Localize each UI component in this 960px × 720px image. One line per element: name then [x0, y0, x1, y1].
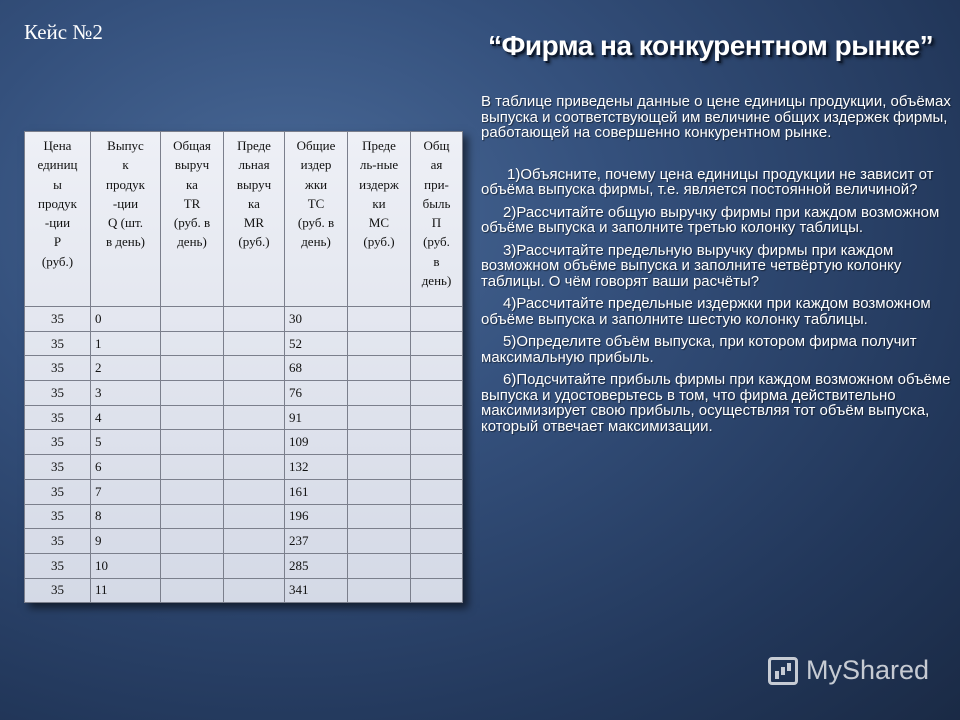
table-row: [25, 331, 463, 356]
table-cell: 35: [25, 529, 91, 554]
column-header-line: Преде: [362, 138, 396, 153]
table-cell: 35: [25, 455, 91, 480]
table-cell: [161, 504, 224, 529]
table-cell: 9: [91, 529, 161, 554]
table-cell: [411, 381, 463, 406]
table-cell: [411, 356, 463, 381]
column-header-line: П: [431, 215, 442, 231]
table-cell: 4: [91, 405, 161, 430]
column-header-line: Общая: [173, 138, 211, 153]
task-item: 2)Рассчитайте общую выручку фирмы при каждом возможном объёме выпуска и заполните третью колонку таблицы.: [481, 203, 940, 236]
table-row: [25, 479, 463, 504]
column-header-line: Преде: [237, 138, 271, 153]
table-cell: 0: [91, 307, 161, 332]
table-cell: 76: [285, 381, 348, 406]
table-cell: [348, 430, 411, 455]
table-cell: [224, 529, 285, 554]
table-cell: [348, 553, 411, 578]
column-header-line: Общ: [423, 138, 450, 153]
table-cell: 237: [285, 529, 348, 554]
table-cell: 1: [91, 331, 161, 356]
data-table: [24, 131, 463, 603]
table-cell: [348, 479, 411, 504]
table-row: [25, 430, 463, 455]
column-header-line: ка: [248, 195, 260, 211]
table-row: [25, 504, 463, 529]
column-header-line: быль: [422, 195, 451, 211]
column-header-line: ка: [186, 176, 198, 192]
table-row: [25, 405, 463, 430]
column-header-line: к: [122, 157, 129, 173]
column-header-line: (руб. в: [173, 215, 211, 231]
table-cell: 35: [25, 578, 91, 603]
column-header-line: Выпус: [107, 138, 144, 153]
column-header: [161, 132, 224, 307]
column-header-line: в: [433, 253, 440, 269]
table-cell: 52: [285, 331, 348, 356]
column-header: [224, 132, 285, 307]
task-item: 1)Объясните, почему цена единицы продукции не зависит от объёма выпуска фирмы, т.е. является постоянной величиной?: [481, 165, 934, 198]
table-cell: [224, 356, 285, 381]
table-cell: [348, 405, 411, 430]
column-header-line: -ции: [112, 195, 139, 211]
watermark-text: MyShared: [806, 655, 930, 685]
table-row: [25, 455, 463, 480]
table-cell: 35: [25, 381, 91, 406]
table-cell: 35: [25, 356, 91, 381]
table-cell: [224, 479, 285, 504]
chart-logo-icon: [768, 657, 798, 685]
table-cell: 35: [25, 307, 91, 332]
column-header: [411, 132, 463, 307]
column-header-line: в день): [106, 234, 145, 250]
intro-text: В таблице приведены данные о цене единицы продукции, объёмах выпуска и соответствующей им величине общих издержек фирмы, работающей на совершенно конкурентном рынке.: [481, 93, 951, 141]
table-cell: 285: [285, 553, 348, 578]
table-cell: 3: [91, 381, 161, 406]
column-header-line: продук: [37, 195, 77, 211]
column-header-line: -ции: [44, 215, 71, 231]
table-cell: 68: [285, 356, 348, 381]
table-cell: [161, 479, 224, 504]
column-header-line: Q (шт.: [108, 215, 143, 231]
column-header-line: MR: [243, 215, 265, 231]
table-cell: [161, 307, 224, 332]
table-cell: [224, 381, 285, 406]
column-header-line: P: [53, 234, 62, 250]
table-cell: [411, 504, 463, 529]
table-cell: [161, 331, 224, 356]
column-header-line: TR: [183, 195, 201, 211]
task-text-block: [481, 94, 951, 441]
column-header-line: жки: [304, 176, 328, 192]
table-cell: [161, 529, 224, 554]
column-header-line: при-: [424, 176, 449, 192]
column-header-line: день): [301, 234, 331, 250]
table-cell: [224, 405, 285, 430]
task-item: 6)Подсчитайте прибыль фирмы при каждом возможном объёме выпуска и удостоверьтесь в том, что фирма действительно максимизирует свою прибыль, осуществляя тот объём выпуска, который отвечает максимизации.: [481, 371, 951, 435]
column-header-line: издер: [300, 157, 332, 173]
table-cell: [411, 405, 463, 430]
column-header-line: Общие: [296, 138, 336, 153]
table-cell: [224, 455, 285, 480]
table-cell: 6: [91, 455, 161, 480]
table-cell: 2: [91, 356, 161, 381]
table-cell: 35: [25, 331, 91, 356]
table-cell: 35: [25, 430, 91, 455]
column-header-line: MC: [368, 215, 390, 231]
column-header-line: день): [421, 273, 452, 289]
table-cell: 5: [91, 430, 161, 455]
column-header: [285, 132, 348, 307]
table-cell: [411, 455, 463, 480]
table-header-row: [25, 132, 463, 307]
column-header-line: (руб.: [423, 234, 450, 250]
table-cell: 35: [25, 479, 91, 504]
table-cell: 30: [285, 307, 348, 332]
table-cell: [348, 529, 411, 554]
column-header: [91, 132, 161, 307]
table-row: [25, 553, 463, 578]
table-cell: 161: [285, 479, 348, 504]
task-item: 4)Рассчитайте предельные издержки при каждом возможном объёме выпуска и заполните шестую колонку таблицы.: [481, 295, 931, 328]
table-cell: 109: [285, 430, 348, 455]
table-cell: [161, 455, 224, 480]
table-cell: [348, 455, 411, 480]
table-cell: [161, 578, 224, 603]
table-cell: [348, 356, 411, 381]
table-row: [25, 307, 463, 332]
table-cell: [161, 553, 224, 578]
table-cell: 132: [285, 455, 348, 480]
table-cell: [411, 578, 463, 603]
column-header-line: льная: [238, 157, 270, 173]
table-cell: [348, 381, 411, 406]
column-header-line: выруч: [174, 157, 210, 173]
column-header-line: ль-ные: [359, 157, 399, 173]
column-header: [348, 132, 411, 307]
task-item: 5)Определите объём выпуска, при котором фирма получит максимальную прибыль.: [481, 333, 917, 366]
table-cell: [348, 578, 411, 603]
table-row: [25, 381, 463, 406]
table-row: [25, 529, 463, 554]
table-cell: 35: [25, 504, 91, 529]
table-cell: [411, 553, 463, 578]
column-header-line: ая: [430, 157, 443, 173]
table-cell: 35: [25, 553, 91, 578]
column-header-line: выруч: [236, 176, 272, 192]
column-header-line: (руб.): [363, 234, 395, 250]
data-table-container: [24, 131, 463, 603]
table-cell: 196: [285, 504, 348, 529]
column-header-line: единиц: [37, 157, 78, 173]
table-cell: [224, 504, 285, 529]
table-row: [25, 356, 463, 381]
table-cell: [411, 307, 463, 332]
column-header-line: продук: [105, 176, 145, 192]
table-cell: [224, 430, 285, 455]
column-header-line: день): [177, 234, 207, 250]
table-cell: [224, 553, 285, 578]
table-body: [25, 307, 463, 603]
table-cell: [224, 331, 285, 356]
table-cell: 10: [91, 553, 161, 578]
table-cell: [348, 331, 411, 356]
slide-title: “Фирма на конкурентном рынке”: [488, 30, 934, 61]
table-cell: [224, 578, 285, 603]
table-row: [25, 578, 463, 603]
column-header-line: (руб. в: [297, 215, 335, 231]
table-cell: 35: [25, 405, 91, 430]
table-cell: [161, 381, 224, 406]
table-cell: [161, 356, 224, 381]
column-header-line: TC: [307, 195, 325, 211]
table-cell: [348, 307, 411, 332]
column-header-line: издерж: [359, 176, 399, 192]
table-cell: [348, 504, 411, 529]
column-header-line: ки: [372, 195, 386, 211]
table-cell: [411, 479, 463, 504]
table-cell: [161, 430, 224, 455]
table-cell: [161, 405, 224, 430]
table-cell: [411, 430, 463, 455]
table-cell: [224, 307, 285, 332]
table-cell: 8: [91, 504, 161, 529]
table-cell: 341: [285, 578, 348, 603]
column-header-line: ы: [53, 176, 62, 192]
table-cell: [411, 529, 463, 554]
case-label: Кейс №2: [24, 20, 103, 44]
table-cell: 7: [91, 479, 161, 504]
table-cell: 11: [91, 578, 161, 603]
column-header-line: (руб.): [41, 253, 74, 269]
table-cell: [411, 331, 463, 356]
table-cell: 91: [285, 405, 348, 430]
watermark: [768, 655, 929, 686]
column-header-line: Цена: [43, 138, 72, 153]
column-header-line: (руб.): [238, 234, 270, 250]
column-header: [25, 132, 91, 307]
task-item: 3)Рассчитайте предельную выручку фирмы при каждом возможном объёме выпуска и заполните четвёртую колонку таблицы. О чём говорят ваши расчёты?: [481, 241, 902, 290]
